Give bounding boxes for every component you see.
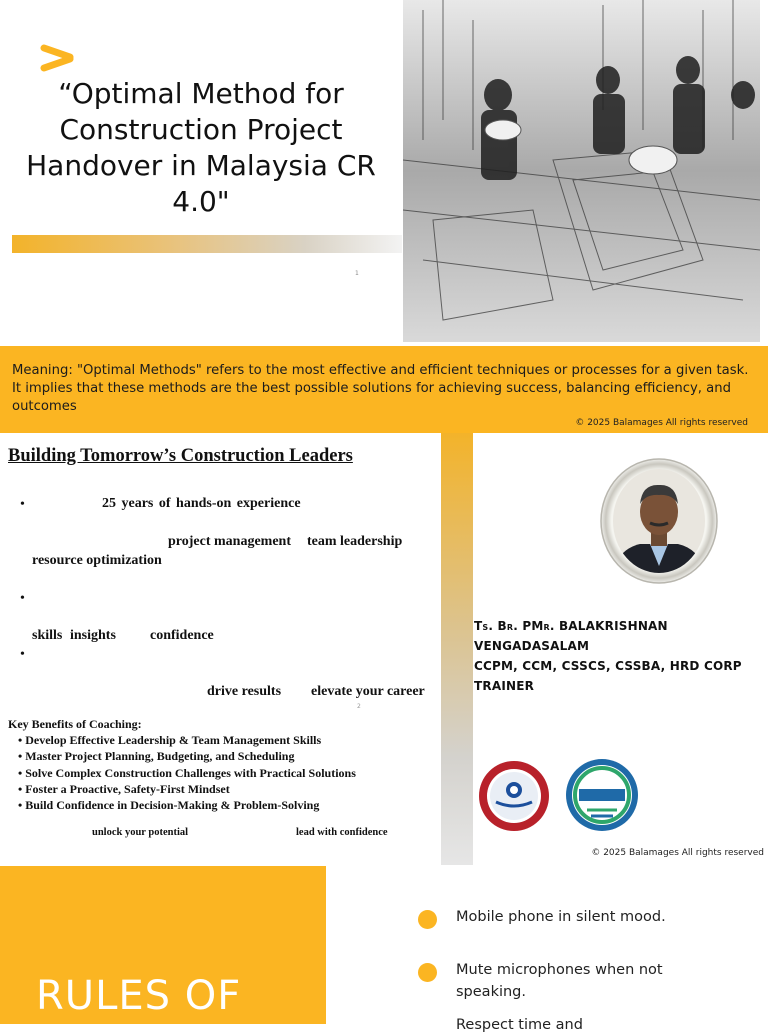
phrase-team-leadership: team leadership [307,534,403,549]
phrase-confidence: confidence [150,628,214,643]
construction-sketch-image [403,0,760,342]
cta-lead-confidence: lead with confidence [296,827,388,838]
page-number: 1 [355,270,359,277]
rule-bullet-dot [418,910,437,929]
bullet-marker: • [20,647,25,662]
phrase-insights: insights [70,628,116,643]
copyright-text: © 2025 Balamages All rights reserved [591,848,764,858]
benefit-item: • Develop Effective Leadership & Team Management Skills [18,732,438,748]
experience-text: 25 years of hands-on experience [102,496,301,511]
slide-divider-bar [441,433,473,865]
mctda-logo [565,758,639,832]
presentation-title: “Optimal Method for Construction Project Handover in Malaysia CR 4.0" [26,77,376,218]
benefits-list [8,732,438,813]
phrase-elevate-career: elevate your career [311,684,425,699]
hrd-corp-accredited-logo [478,760,550,832]
coaching-heading: Building Tomorrow’s Construction Leaders [8,446,353,466]
benefit-item: • Solve Complex Construction Challenges with Practical Solutions [18,765,438,781]
chevron-accent-icon [40,44,74,72]
trainer-credentials: CCPM, CCM, CSSCS, CSSBA, HRD CORP TRAINER [474,659,742,693]
phrase-project-management: project management [168,534,291,549]
page-number: 2 [357,703,361,710]
bullet-marker: • [20,591,25,606]
benefit-item: • Foster a Proactive, Safety-First Mindset [18,781,438,797]
rule-item: Mobile phone in silent mood. [456,909,666,925]
rule-item: Respect time and [456,1017,583,1033]
trainer-name: Ts. Br. PMr. BALAKRISHNAN VENGADASALAM [474,619,668,653]
rule-bullet-dot [418,963,437,982]
rule-item: Mute microphones when not speaking. [456,962,663,1000]
title-gradient-bar [12,235,402,253]
phrase-drive-results: drive results [207,684,282,699]
benefits-title: Key Benefits of Coaching: [8,717,142,731]
trainer-portrait [600,458,718,584]
phrase-resource-optimization: resource optimization [32,553,162,568]
meaning-text: Meaning: "Optimal Methods" refers to the most effective and efficient techniques or processes for a given task. It implies that these methods are the best possible solutions for achieving success, balancing efficiency, and outcomes [12,363,749,414]
copyright-text: © 2025 Balamages All rights reserved [575,418,748,428]
phrase-skills: skills [32,628,63,643]
cta-unlock-potential: unlock your potential [92,827,189,838]
benefit-item: • Master Project Planning, Budgeting, and Scheduling [18,748,438,764]
benefit-item: • Build Confidence in Decision-Making & Problem-Solving [18,797,438,813]
bullet-marker: • [20,497,25,512]
rules-title: RULES OF [36,973,242,1019]
benefits-block [8,716,438,813]
trainer-info [474,616,768,696]
